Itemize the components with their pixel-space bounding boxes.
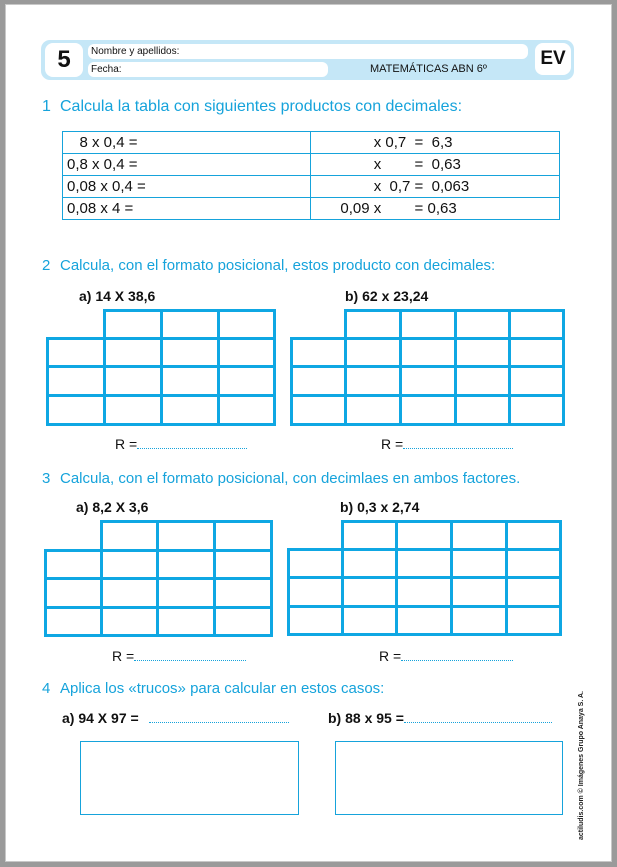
grid-cell[interactable]	[454, 309, 511, 340]
grid-cell[interactable]	[505, 520, 562, 551]
grid-cell[interactable]	[395, 576, 453, 608]
table-cell[interactable]: 0,08 x 0,4 =	[63, 176, 311, 198]
grid-cell[interactable]	[508, 365, 565, 397]
answer-line[interactable]	[149, 712, 289, 723]
grid-cell[interactable]	[217, 365, 276, 397]
exercise-2a-label: a) 14 X 38,6	[79, 288, 156, 304]
grid-cell[interactable]	[290, 394, 347, 426]
grid-cell[interactable]	[217, 309, 276, 340]
table-cell[interactable]: 8 x 0,4 =	[63, 132, 311, 154]
exercise-4a-label	[62, 710, 289, 726]
exercise-3b-label: b) 0,3 x 2,74	[340, 499, 420, 515]
section-title-text: Calcula, con el formato posicional, estos producto con decimales:	[60, 257, 496, 274]
result-label: R =	[115, 436, 138, 452]
answer-line[interactable]	[401, 650, 513, 661]
section-number: 3	[42, 470, 51, 487]
table-cell[interactable]: x 0,7 = 0,063	[311, 176, 560, 198]
name-field[interactable]: Nombre y apellidos:	[88, 44, 528, 59]
grid-cell[interactable]	[341, 548, 398, 579]
grid-cell[interactable]	[156, 577, 216, 609]
answer-line[interactable]	[137, 438, 247, 449]
grid-cell[interactable]	[46, 337, 106, 368]
grid-cell[interactable]	[454, 365, 511, 397]
grid-cell[interactable]	[287, 548, 344, 579]
subject-label: MATEMÁTICAS ABN 6º	[370, 63, 487, 75]
sheet-number: 5	[45, 43, 83, 77]
exercise-3a-label: a) 8,2 X 3,6	[76, 499, 149, 515]
grid-cell[interactable]	[341, 520, 398, 551]
grid-cell[interactable]	[160, 394, 220, 426]
table-row	[63, 176, 560, 198]
grid-cell[interactable]	[156, 606, 216, 637]
grid-cell[interactable]	[344, 394, 402, 426]
section-title-text: Calcula, con el formato posicional, con decimlaes en ambos factores.	[60, 470, 521, 487]
grid-cell[interactable]	[454, 394, 511, 426]
grid-cell[interactable]	[399, 309, 457, 340]
result-2b[interactable]	[381, 436, 513, 452]
table-row	[63, 198, 560, 220]
grid-cell[interactable]	[100, 520, 159, 552]
grid-cell[interactable]	[287, 605, 344, 636]
grid-cell[interactable]	[156, 549, 216, 580]
section-title-text: Calcula la tabla con siguientes productos con decimales:	[60, 98, 463, 115]
grid-cell[interactable]	[399, 365, 457, 397]
grid-cell[interactable]	[213, 520, 273, 552]
grid-cell[interactable]	[399, 394, 457, 426]
grid-cell[interactable]	[450, 605, 508, 636]
grid-cell[interactable]	[395, 548, 453, 579]
grid-cell[interactable]	[454, 337, 511, 368]
grid-cell[interactable]	[341, 605, 398, 636]
products-table	[62, 131, 560, 220]
section-number: 2	[42, 257, 51, 274]
section-4-title	[42, 680, 384, 697]
grid-cell[interactable]	[160, 337, 220, 368]
grid-cell[interactable]	[213, 549, 273, 580]
grid-cell[interactable]	[399, 337, 457, 368]
grid-cell[interactable]	[450, 548, 508, 579]
table-cell[interactable]: 0,09 x = 0,63	[311, 198, 560, 220]
grid-cell[interactable]	[156, 520, 216, 552]
table-row	[63, 132, 560, 154]
grid-cell[interactable]	[344, 309, 402, 340]
grid-cell[interactable]	[160, 365, 220, 397]
table-cell[interactable]: 0,08 x 4 =	[63, 198, 311, 220]
table-row	[63, 154, 560, 176]
table-cell[interactable]: x = 0,63	[311, 154, 560, 176]
answer-line[interactable]	[404, 712, 552, 723]
answer-line[interactable]	[134, 650, 246, 661]
grid-cell[interactable]	[44, 606, 103, 637]
grid-cell[interactable]	[46, 394, 106, 426]
grid-cell[interactable]	[44, 549, 103, 580]
grid-cell[interactable]	[287, 576, 344, 608]
result-3b[interactable]	[379, 648, 513, 664]
exercise-4b-label	[328, 710, 552, 726]
grid-cell[interactable]	[505, 576, 562, 608]
exercise-text: b) 88 x 95 =	[328, 710, 404, 726]
grid-cell[interactable]	[160, 309, 220, 340]
section-title-text: Aplica los «trucos» para calcular en estos casos:	[60, 680, 385, 697]
exercise-text: a) 94 X 97 =	[62, 710, 139, 726]
grid-cell[interactable]	[344, 337, 402, 368]
grid-cell[interactable]	[508, 309, 565, 340]
grid-cell[interactable]	[505, 605, 562, 636]
grid-cell[interactable]	[213, 577, 273, 609]
result-3a[interactable]	[112, 648, 246, 664]
grid-cell[interactable]	[341, 576, 398, 608]
grid-cell[interactable]	[100, 577, 159, 609]
section-number: 1	[42, 98, 51, 115]
grid-cell[interactable]	[395, 605, 453, 636]
grid-cell[interactable]	[290, 337, 347, 368]
section-3-title	[42, 470, 520, 487]
result-label: R =	[112, 648, 135, 664]
result-label: R =	[379, 648, 402, 664]
grid-cell[interactable]	[290, 365, 347, 397]
grid-cell[interactable]	[44, 577, 103, 609]
grid-cell[interactable]	[450, 576, 508, 608]
exercise-2b-label: b) 62 x 23,24	[345, 288, 429, 304]
section-1-title	[42, 98, 462, 116]
section-number: 4	[42, 680, 51, 697]
work-box-4a[interactable]	[80, 741, 299, 815]
work-box-4b[interactable]	[335, 741, 563, 815]
answer-line[interactable]	[403, 438, 513, 449]
table-cell[interactable]: x 0,7 = 6,3	[311, 132, 560, 154]
grid-cell[interactable]	[217, 337, 276, 368]
copyright-credit: actiludis.com © Imágenes Grupo Anaya S. A.	[578, 691, 585, 840]
grid-cell[interactable]	[505, 548, 562, 579]
grid-cell[interactable]	[103, 394, 163, 426]
grid-cell[interactable]	[103, 337, 163, 368]
result-label: R =	[381, 436, 404, 452]
section-2-title	[42, 257, 495, 274]
grid-cell[interactable]	[395, 520, 453, 551]
result-2a[interactable]	[115, 436, 247, 452]
grid-cell[interactable]	[213, 606, 273, 637]
grid-cell[interactable]	[450, 520, 508, 551]
table-cell[interactable]: 0,8 x 0,4 =	[63, 154, 311, 176]
grid-cell[interactable]	[46, 365, 106, 397]
grid-cell[interactable]	[100, 549, 159, 580]
date-field[interactable]: Fecha:	[88, 62, 328, 77]
grid-cell[interactable]	[103, 309, 163, 340]
grid-cell[interactable]	[508, 337, 565, 368]
grid-cell[interactable]	[508, 394, 565, 426]
ev-badge: EV	[535, 43, 571, 75]
grid-cell[interactable]	[103, 365, 163, 397]
grid-cell[interactable]	[344, 365, 402, 397]
grid-cell[interactable]	[100, 606, 159, 637]
grid-cell[interactable]	[217, 394, 276, 426]
